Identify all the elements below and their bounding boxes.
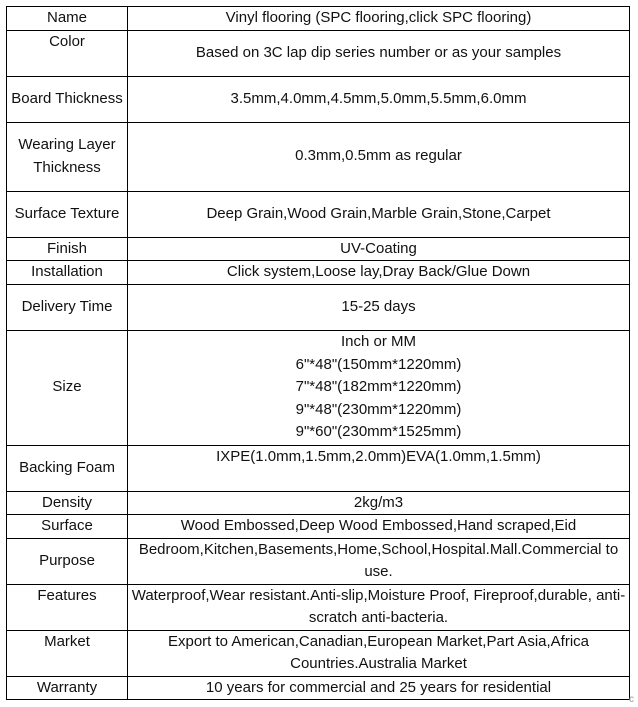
row-label: Warranty xyxy=(7,676,128,700)
table-row xyxy=(7,76,630,122)
table-row xyxy=(7,122,630,191)
row-value: Bedroom,Kitchen,Basements,Home,School,Hospital.Mall.Commercial to use. xyxy=(128,538,630,584)
table-row xyxy=(7,7,630,31)
table-row xyxy=(7,630,630,676)
row-value: 2kg/m3 xyxy=(128,491,630,515)
table-row xyxy=(7,191,630,237)
row-value: 15-25 days xyxy=(128,284,630,330)
spec-table xyxy=(6,6,630,700)
row-label: Delivery Time xyxy=(7,284,128,330)
table-row xyxy=(7,491,630,515)
spec-table-body xyxy=(7,7,630,700)
table-row xyxy=(7,445,630,491)
row-value: Waterproof,Wear resistant.Anti-slip,Moisture Proof, Fireproof,durable, anti-scratch anti-bacteria. xyxy=(128,584,630,630)
table-row xyxy=(7,584,630,630)
row-label: Surface xyxy=(7,515,128,539)
row-label: Market xyxy=(7,630,128,676)
table-row xyxy=(7,284,630,330)
row-label: Features xyxy=(7,584,128,630)
row-label: Installation xyxy=(7,261,128,285)
row-label: Backing Foam xyxy=(7,445,128,491)
table-row xyxy=(7,676,630,700)
row-value: 0.3mm,0.5mm as regular xyxy=(128,122,630,191)
row-label: Purpose xyxy=(7,538,128,584)
size-line: 7"*48"(182mm*1220mm) xyxy=(295,378,462,396)
row-value: 10 years for commercial and 25 years for residential xyxy=(128,676,630,700)
size-line: Inch or MM xyxy=(340,333,416,351)
table-row xyxy=(7,330,630,445)
row-value: Based on 3C lap dip series number or as your samples xyxy=(128,30,630,76)
row-label: Name xyxy=(7,7,128,31)
row-value: Export to American,Canadian,European Market,Part Asia,Africa Countries.Australia Market xyxy=(128,630,630,676)
size-line: 6"*48"(150mm*1220mm) xyxy=(295,355,462,373)
table-row xyxy=(7,30,630,76)
row-label: Size xyxy=(7,330,128,445)
row-value: Wood Embossed,Deep Wood Embossed,Hand scraped,Eid xyxy=(128,515,630,539)
row-label: Finish xyxy=(7,237,128,261)
row-label: Color xyxy=(7,30,128,76)
row-value: UV-Coating xyxy=(128,237,630,261)
size-line: 9"*60"(230mm*1525mm) xyxy=(295,423,462,441)
row-label: Density xyxy=(7,491,128,515)
row-value: Click system,Loose lay,Dray Back/Glue Down xyxy=(128,261,630,285)
row-value: 3.5mm,4.0mm,4.5mm,5.0mm,5.5mm,6.0mm xyxy=(128,76,630,122)
row-value: IXPE(1.0mm,1.5mm,2.0mm)EVA(1.0mm,1.5mm) xyxy=(128,445,630,491)
row-value: Deep Grain,Wood Grain,Marble Grain,Stone,Carpet xyxy=(128,191,630,237)
row-value: Vinyl flooring (SPC flooring,click SPC flooring) xyxy=(128,7,630,31)
table-row xyxy=(7,515,630,539)
row-label: Surface Texture xyxy=(7,191,128,237)
table-row xyxy=(7,237,630,261)
table-row xyxy=(7,538,630,584)
size-line: 9"*48"(230mm*1220mm) xyxy=(295,400,462,418)
table-row xyxy=(7,261,630,285)
row-label: Wearing Layer Thickness xyxy=(7,122,128,191)
row-label: Board Thickness xyxy=(7,76,128,122)
corner-mark: c xyxy=(629,694,634,705)
size-value-cell xyxy=(128,330,630,445)
